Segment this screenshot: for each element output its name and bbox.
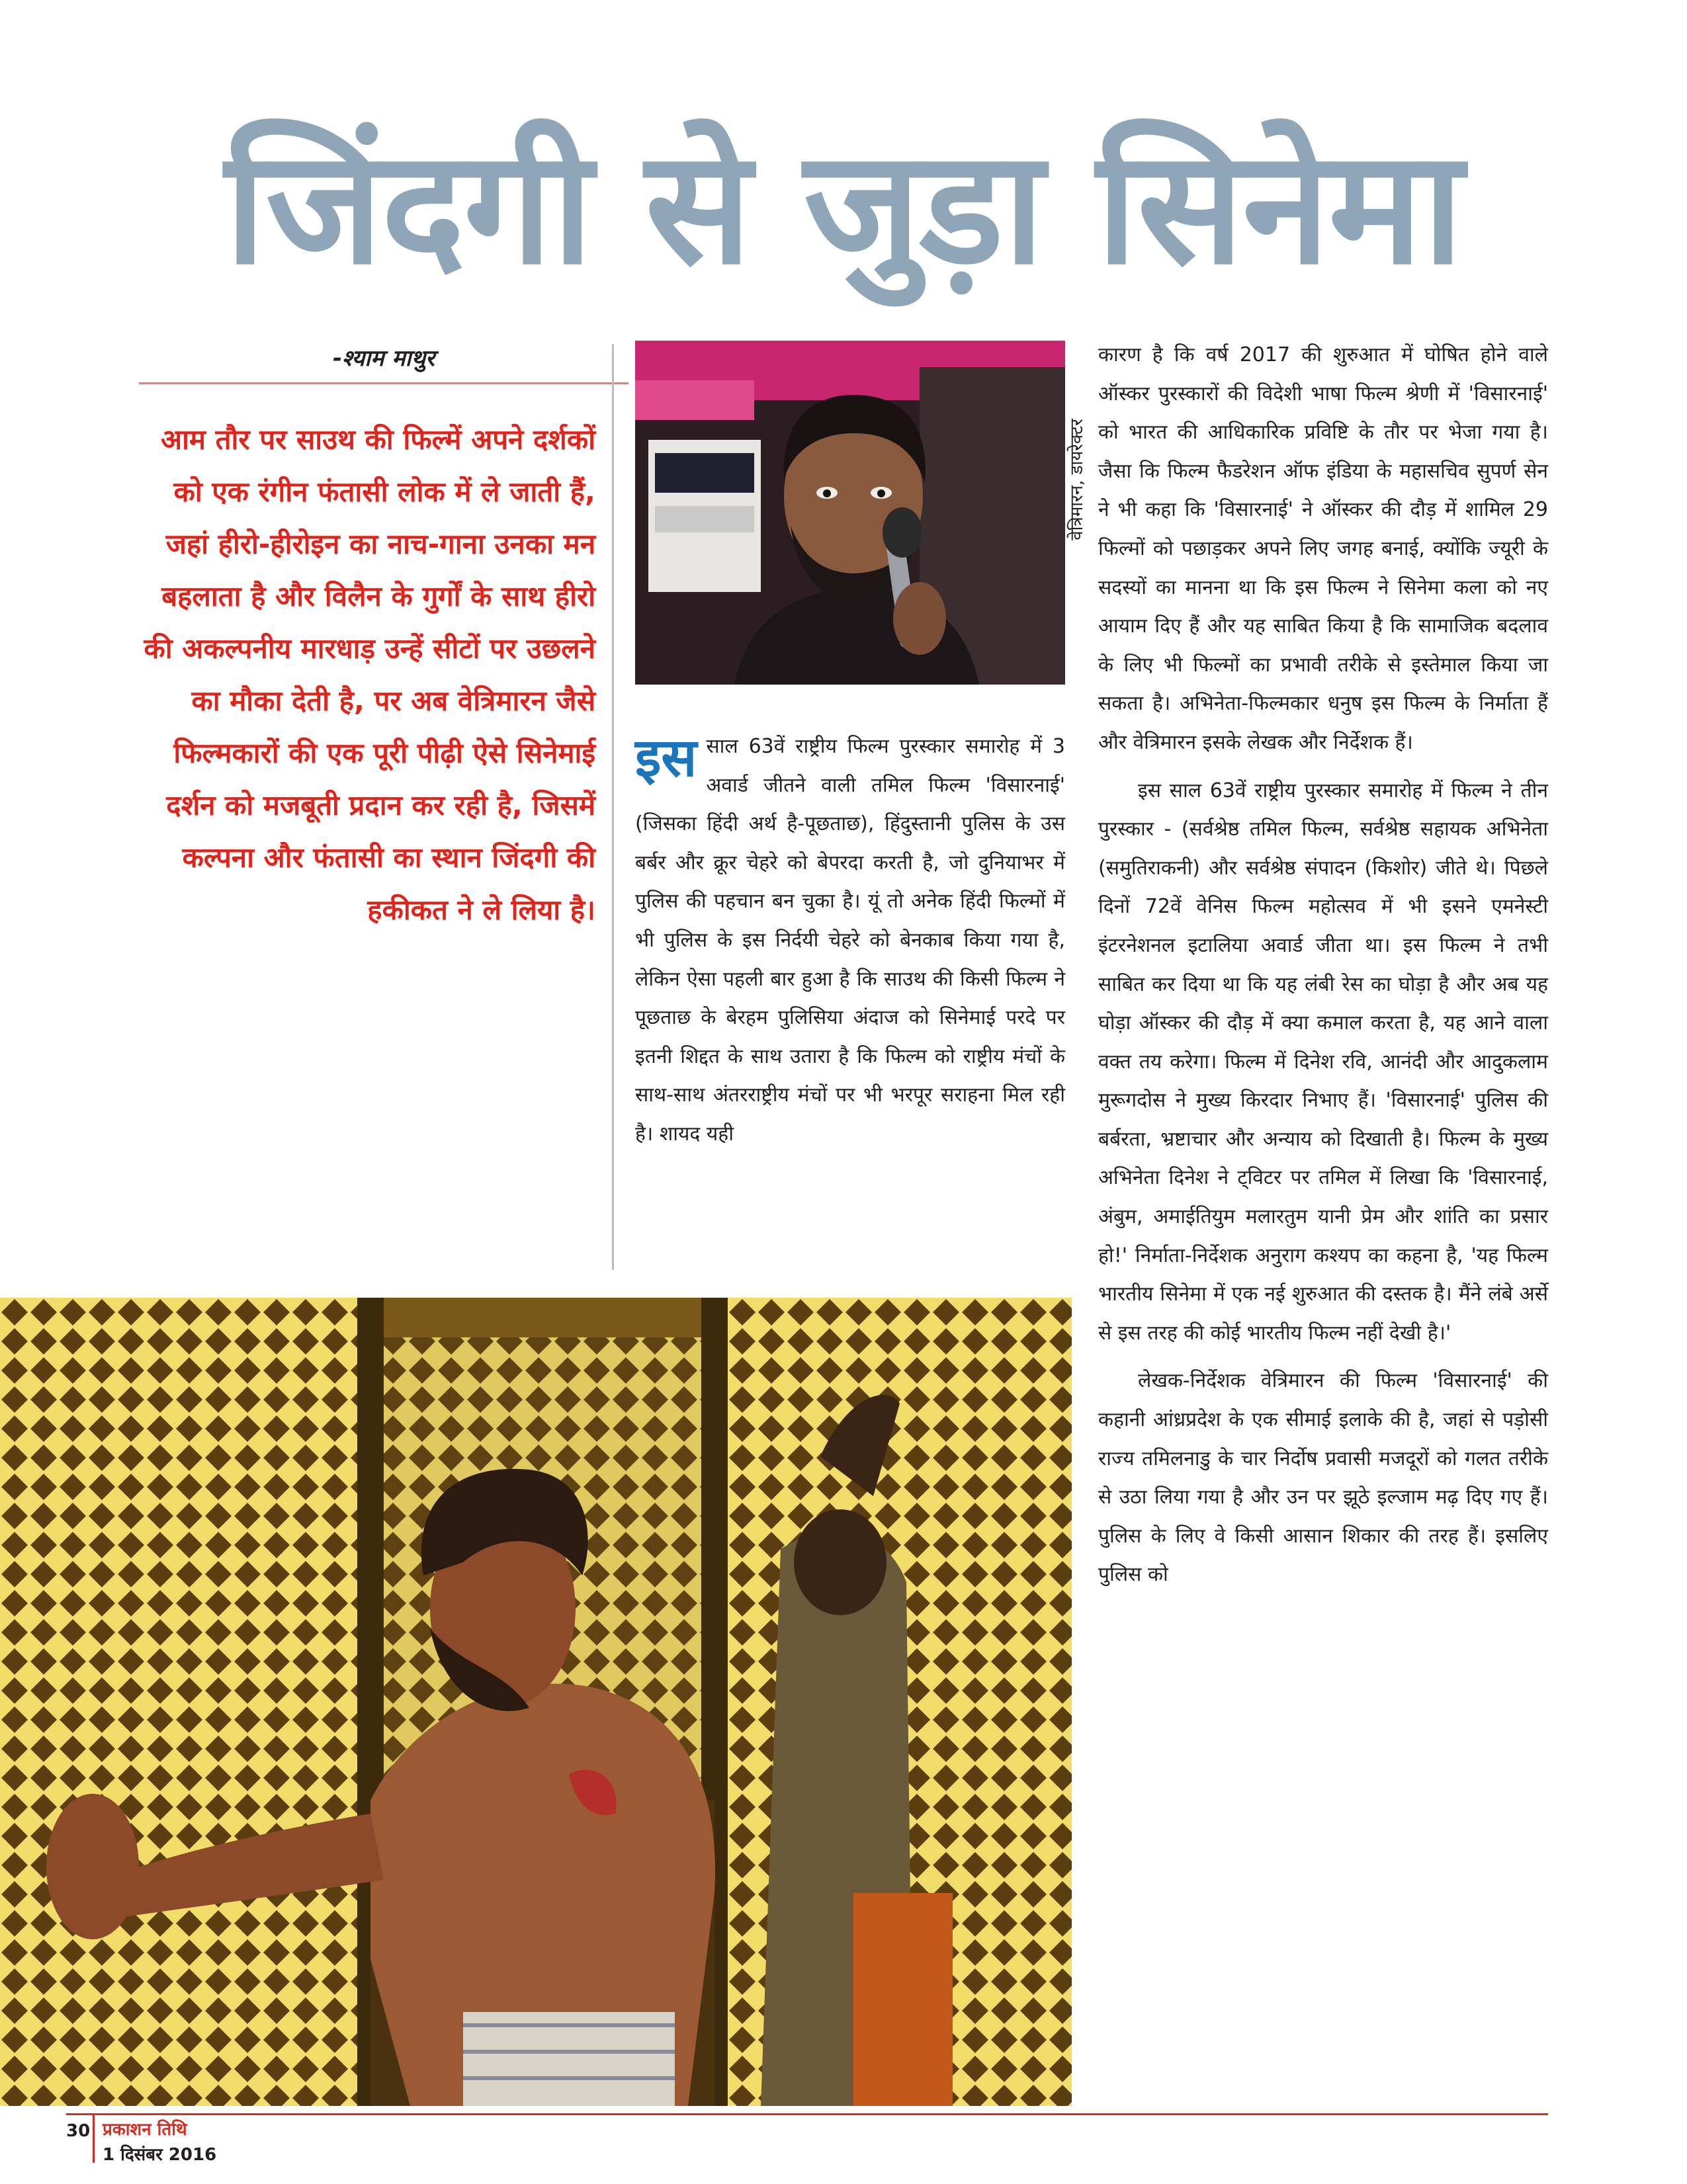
page-number: 30	[66, 2121, 91, 2141]
byline: -श्याम माथुर	[332, 345, 435, 372]
byline-divider	[139, 382, 628, 384]
paragraph: लेखक-निर्देशक वेत्रिमारन की फिल्म 'विसारनाई' की कहानी आंध्रप्रदेश के एक सीमाई इलाके की है, जहां से पड़ोसी राज्य तमिलनाडु के चार निर्दोष प्रवासी मजदूरों को गलत तरीके से उठा लिया गया है और उन पर झूठे इल्जाम मढ़ दिए गए हैं। पुलिस के लिए वे किसी आसान शिकार की तरह हैं। इसलिए पुलिस को	[1098, 1369, 1548, 1587]
publication-date: 1 दिसंबर 2016	[103, 2145, 217, 2165]
footer-divider	[66, 2113, 1548, 2115]
film-still-photo	[0, 1298, 1072, 2106]
director-portrait-photo	[635, 341, 1065, 685]
footer-separator	[93, 2113, 95, 2163]
standfirst: आम तौर पर साउथ की फिल्में अपने दर्शकों को एक रंगीन फंतासी लोक में ले जाती हैं, जहां हीरो-हीरोइन का नाच-गाना उनका मन बहलाता है और विलैन के गुर्गों के साथ हीरो की अकल्पनीय मारधाड़ उन्हें सीटों पर उछलने का मौका देती है, पर अब वेत्रिमारन जैसे फिल्मकारों की एक पूरी पीढ़ी ऐसे सिनेमाई दर्शन को मजबूती प्रदान कर रही है, जिसमें कल्पना और फंतासी का स्थान जिंदगी की हकीकत ने ले लिया है।	[144, 423, 595, 926]
column-divider	[612, 344, 614, 1270]
paragraph: इस साल 63वें राष्ट्रीय पुरस्कार समारोह में फिल्म ने तीन पुरस्कार - (सर्वश्रेष्ठ तमिल फिल्म, सर्वश्रेष्ठ सहायक अभिनेता (समुतिराकनी) और सर्वश्रेष्ठ संपादन (किशोर) जीते थे। पिछले दिनों 72वें वेनिस फिल्म महोत्सव में भी इसने एमनेस्टी इंटरनेशनल इटालिया अवार्ड जीता था। इस फिल्म ने तभी साबित कर दिया था कि यह लंबी रेस का घोड़ा है और अब यह घोड़ा ऑस्कर की दौड़ में क्या कमाल करता है, यह आने वाला वक्त तय करेगा। फिल्म में दिनेश रवि, आनंदी और आदुकलाम मुरूगदोस ने मुख्य किरदार निभाए हैं। 'विसारनाई' पुलिस की बर्बरता, भ्रष्टाचार और अन्याय को दिखाती है। फिल्म के मुख्य अभिनेता दिनेश ने ट्विटर पर तमिल में लिखा कि 'विसारनाई, अंबुम, अमाईतियुम मलारतुम यानी प्रेम और शांति का प्रसार हो!' निर्माता-निर्देशक अनुराग कश्यप का कहना है, 'यह फिल्म भारतीय सिनेमा में एक नई शुरुआत की दस्तक है। मैंने लंबे अर्से से इस तरह की कोई भारतीय फिल्म नहीं देखी है।'	[1098, 778, 1548, 1345]
publication-label: प्रकाशन तिथि	[103, 2120, 187, 2140]
column-2-text: साल 63वें राष्ट्रीय फिल्म पुरस्कार समारोह में 3 अवार्ड जीतने वाली तमिल फिल्म 'विसारनाई' (जिसका हिंदी अर्थ है-पूछताछ), हिंदुस्तानी पुलिस के उस बर्बर और क्रूर चेहरे को बेपरदा करती है, जो दुनियाभर में पुलिस की पहचान बन चुका है। यूं तो अनेक हिंदी फिल्मों में भी पुलिस के इस निर्दयी चेहरे को बेनकाब किया गया है, लेकिन ऐसा पहली बार हुआ है कि साउथ की किसी फिल्म ने पूछताछ के बेरहम पुलिसिया अंदाज को सिनेमाई परदे पर इतनी शिद्दत के साथ उतारा है कि फिल्म को राष्ट्रीय मंचों के साथ-साथ अंतरराष्ट्रीय मंचों पर भी भरपूर सराहना मिल रही है। शायद यही	[635, 735, 1065, 1146]
article-column-3	[1098, 336, 1548, 1604]
photo-caption: वेत्रिमारन, डायरेक्टर	[1067, 419, 1087, 540]
article-title: जिंदगी से जुड़ा सिनेमा	[225, 116, 1462, 300]
article-column-2	[635, 728, 1065, 1154]
paragraph: कारण है कि वर्ष 2017 की शुरुआत में घोषित होने वाले ऑस्कर पुरस्कारों की विदेशी भाषा फिल्म श्रेणी में 'विसारनाई' को भारत की आधिकारिक प्रविष्टि के तौर पर भेजा गया है। जैसा कि फिल्म फैडरेशन ऑफ इंडिया के महासचिव सुपर्ण सेन ने भी कहा कि 'विसारनाई' ने ऑस्कर की दौड़ में शामिल 29 फिल्मों को पछाड़कर अपने लिए जगह बनाई, क्योंकि ज्यूरी के सदस्यों का मानना था कि इस फिल्म ने सिनेमा कला को नए आयाम दिए हैं और यह साबित किया है कि सामाजिक बदलाव के लिए भी फिल्मों का प्रभावी तरीके से इस्तेमाल किया जा सकता है। अभिनेता-फिल्मकार धनुष इस फिल्म के निर्माता हैं और वेत्रिमारन इसके लेखक और निर्देशक हैं।	[1098, 343, 1548, 754]
drop-cap: इस	[635, 727, 697, 788]
